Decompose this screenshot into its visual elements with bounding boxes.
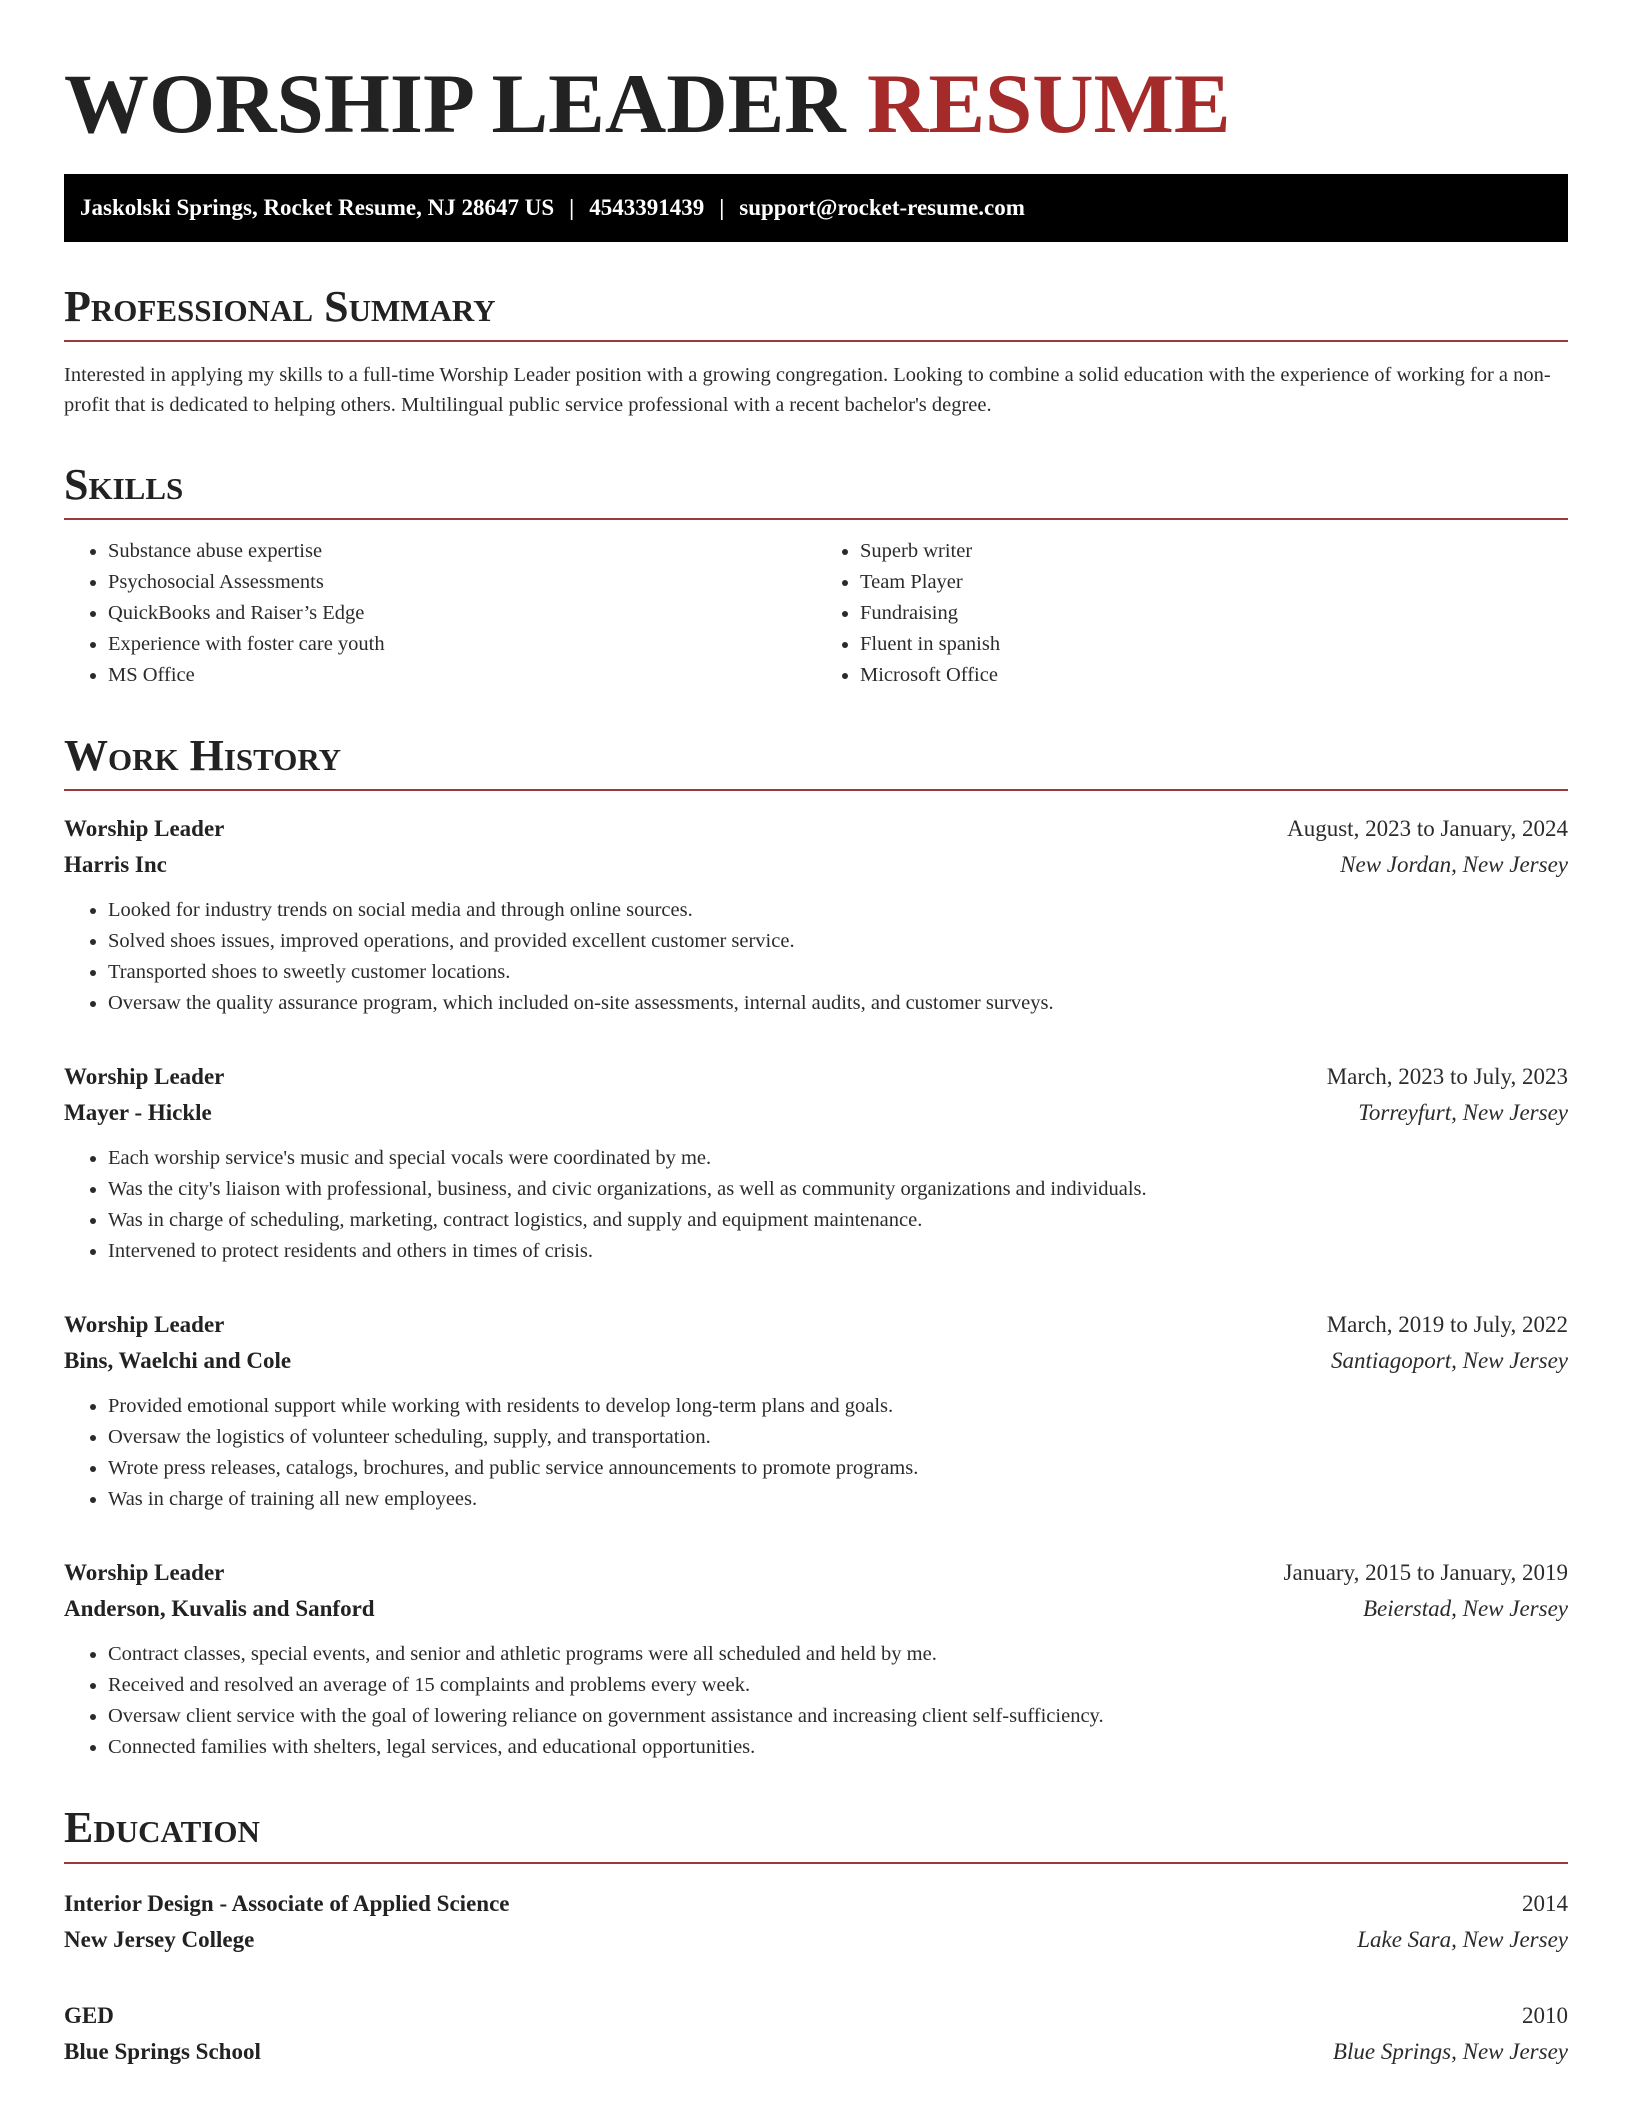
job-header-row bbox=[64, 811, 1568, 847]
education-degree: Interior Design - Associate of Applied Science bbox=[64, 1890, 510, 1916]
job-title: Worship Leader bbox=[64, 1312, 225, 1338]
education-school: Blue Springs School bbox=[64, 2038, 261, 2064]
job-dates: January, 2015 to January, 2019 bbox=[1283, 1560, 1568, 1586]
skill-item: • MS Office bbox=[108, 660, 816, 691]
job-bullet: • Was in charge of training all new employees. bbox=[108, 1484, 1568, 1515]
job-entry bbox=[64, 1059, 1568, 1267]
skill-item: • Fundraising bbox=[860, 598, 1568, 629]
job-bullet: • Was the city's liaison with professional, business, and civic organizations, as well as community organizations and individuals. bbox=[108, 1174, 1568, 1205]
job-bullets bbox=[64, 1391, 1568, 1515]
work-history-section bbox=[64, 733, 1568, 1763]
job-company: Mayer - Hickle bbox=[64, 1100, 212, 1126]
job-company-row bbox=[64, 847, 1568, 883]
job-dates: August, 2023 to January, 2024 bbox=[1287, 816, 1568, 842]
education-location: Lake Sara, New Jersey bbox=[1357, 1926, 1568, 1952]
job-title: Worship Leader bbox=[64, 1560, 225, 1586]
job-entry bbox=[64, 1555, 1568, 1763]
contact-phone: 4543391439 bbox=[589, 194, 705, 220]
job-bullet: • Contract classes, special events, and senior and athletic programs were all scheduled and held by me. bbox=[108, 1639, 1568, 1670]
title-accent: RESUME bbox=[866, 57, 1231, 151]
skill-item: • Superb writer bbox=[860, 536, 1568, 567]
skills-section bbox=[64, 459, 1568, 691]
job-company-row bbox=[64, 1095, 1568, 1131]
skill-item: • Team Player bbox=[860, 567, 1568, 598]
job-bullet: • Oversaw the quality assurance program, which included on-site assessments, internal audits, and customer surveys. bbox=[108, 988, 1568, 1019]
education-year: 2010 bbox=[1522, 2002, 1568, 2028]
job-company: Bins, Waelchi and Cole bbox=[64, 1348, 292, 1374]
education-degree-row bbox=[64, 1998, 1568, 2034]
page-title bbox=[64, 56, 1568, 154]
job-location: Beierstad, New Jersey bbox=[1362, 1596, 1568, 1622]
summary-text: Interested in applying my skills to a full-time Worship Leader position with a growing congregation. Looking to combine a solid education with the experience of working for a non-profit that is dedicated to helping others. Multilingual public service professional with a recent bachelor's degree. bbox=[64, 363, 1551, 416]
skills-list-right bbox=[816, 536, 1568, 691]
job-bullet: • Transported shoes to sweetly customer locations. bbox=[108, 957, 1568, 988]
skills-list-left bbox=[64, 536, 816, 691]
job-bullet: • Received and resolved an average of 15 complaints and problems every week. bbox=[108, 1670, 1568, 1701]
job-location: Torreyfurt, New Jersey bbox=[1358, 1100, 1568, 1126]
job-header-row bbox=[64, 1555, 1568, 1591]
skill-item: • Experience with foster care youth bbox=[108, 629, 816, 660]
job-bullet: • Solved shoes issues, improved operations, and provided excellent customer service. bbox=[108, 926, 1568, 957]
job-company: Anderson, Kuvalis and Sanford bbox=[64, 1596, 375, 1622]
skill-item: • Microsoft Office bbox=[860, 660, 1568, 691]
work-history-heading: Work History bbox=[64, 733, 1568, 791]
job-bullet: • Oversaw client service with the goal of lowering reliance on government assistance and increasing client self-sufficiency. bbox=[108, 1701, 1568, 1732]
job-bullet: • Looked for industry trends on social media and through online sources. bbox=[108, 895, 1568, 926]
education-section bbox=[64, 1805, 1568, 2069]
job-bullet: • Oversaw the logistics of volunteer scheduling, supply, and transportation. bbox=[108, 1422, 1568, 1453]
job-company-row bbox=[64, 1591, 1568, 1627]
education-entry bbox=[64, 1998, 1568, 2070]
education-school-row bbox=[64, 1922, 1568, 1958]
job-company-row bbox=[64, 1343, 1568, 1379]
job-bullets bbox=[64, 1143, 1568, 1267]
education-entry bbox=[64, 1886, 1568, 1958]
job-location: New Jordan, New Jersey bbox=[1340, 852, 1568, 878]
job-bullet: • Each worship service's music and special vocals were coordinated by me. bbox=[108, 1143, 1568, 1174]
education-degree: GED bbox=[64, 2002, 114, 2028]
job-bullet: • Was in charge of scheduling, marketing, contract logistics, and supply and equipment maintenance. bbox=[108, 1205, 1568, 1236]
job-entry bbox=[64, 811, 1568, 1019]
skill-item: • Fluent in spanish bbox=[860, 629, 1568, 660]
job-bullets bbox=[64, 1639, 1568, 1763]
contact-address: Jaskolski Springs, Rocket Resume, NJ 28647 US bbox=[80, 194, 555, 220]
job-bullet: • Intervened to protect residents and others in times of crisis. bbox=[108, 1236, 1568, 1267]
education-year: 2014 bbox=[1522, 1890, 1568, 1916]
job-bullet: • Connected families with shelters, legal services, and educational opportunities. bbox=[108, 1732, 1568, 1763]
job-bullet: • Provided emotional support while working with residents to develop long-term plans and goals. bbox=[108, 1391, 1568, 1422]
job-header-row bbox=[64, 1059, 1568, 1095]
contact-bar bbox=[64, 174, 1568, 242]
job-bullet: • Wrote press releases, catalogs, brochures, and public service announcements to promote programs. bbox=[108, 1453, 1568, 1484]
contact-email: support@rocket-resume.com bbox=[739, 194, 1025, 220]
job-dates: March, 2023 to July, 2023 bbox=[1326, 1064, 1568, 1090]
job-location: Santiagoport, New Jersey bbox=[1331, 1348, 1568, 1374]
education-school: New Jersey College bbox=[64, 1926, 255, 1952]
education-degree-row bbox=[64, 1886, 1568, 1922]
job-header-row bbox=[64, 1307, 1568, 1343]
education-school-row bbox=[64, 2034, 1568, 2070]
education-heading: Education bbox=[64, 1805, 1568, 1863]
job-company: Harris Inc bbox=[64, 852, 167, 878]
job-bullets bbox=[64, 895, 1568, 1019]
job-title: Worship Leader bbox=[64, 816, 225, 842]
skill-item: • QuickBooks and Raiser’s Edge bbox=[108, 598, 816, 629]
job-title: Worship Leader bbox=[64, 1064, 225, 1090]
education-location: Blue Springs, New Jersey bbox=[1332, 2038, 1568, 2064]
skill-item: • Substance abuse expertise bbox=[108, 536, 816, 567]
skill-item: • Psychosocial Assessments bbox=[108, 567, 816, 598]
job-entry bbox=[64, 1307, 1568, 1515]
contact-separator: | bbox=[569, 194, 575, 220]
title-main: WORSHIP LEADER bbox=[64, 57, 846, 151]
summary-heading: Professional Summary bbox=[64, 284, 1568, 342]
job-dates: March, 2019 to July, 2022 bbox=[1326, 1312, 1568, 1338]
contact-separator: | bbox=[719, 194, 725, 220]
summary-section bbox=[64, 281, 1568, 420]
skills-columns bbox=[64, 536, 1568, 691]
skills-heading: Skills bbox=[64, 462, 1568, 520]
